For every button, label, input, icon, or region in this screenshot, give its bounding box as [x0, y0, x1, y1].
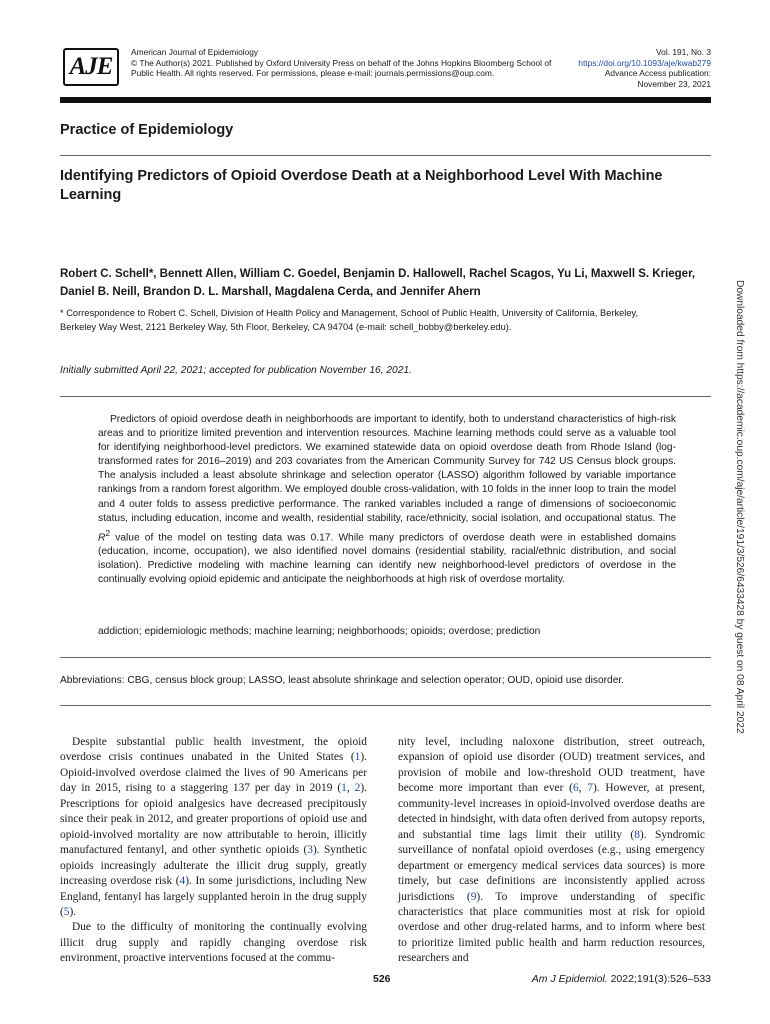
- advance-access-label: Advance Access publication:: [604, 68, 711, 78]
- correspondence-note: * Correspondence to Robert C. Schell, Division of Health Policy and Management, School of Public Health, University of California, Berkeley, Berkeley Way West, 2121 Berkeley Way, 5th Floor, Berkeley, CA 94704 (e-mail: schell_bobby@berkeley.edu).: [60, 308, 639, 332]
- body-paragraph: Due to the difficulty of monitoring the continually evolving illicit drug supply and rapidly changing overdose risk environment, proactive interventions focused at the commu-: [60, 921, 367, 965]
- body-column-right: [398, 735, 705, 967]
- r-squared-symbol: R: [98, 532, 106, 544]
- abstract-text: Predictors of opioid overdose death in neighborhoods are important to identify, both to understand characteristics of high-risk areas and to prioritize limited prevention and intervention resources. Machine learning methods could serve as a valuable tool for identifying neighborhood-level predictors. We examined statewide data on opioid overdose death from Rhode Island (log-transformed rates for 2016–2019) and 203 covariates from the American Community Survey for 742 US Census block groups. The analysis included a least absolute shrinkage and selection operator (LASSO) algorithm followed by variable importance rankings from a random forest algorithm. We employed double cross-validation, with 10 folds in the inner loop to train the model and 4 outer folds to assess predictive performance. The ranked variables included a range of dimensions of socioeconomic status, including education, income and wealth, residential stability, race/ethnicity, social isolation, and occupational status. The $R^2$ value of the model on testing data was 0.17. While many predictors of overdose death were in established domains (education, income, occupation), we also identified novel domains (residential stability, racial/ethnic distribution, and social isolation). Predictive modeling with machine learning can identify new neighborhood-level predictors of overdose in the continually evolving opioid epidemic and anticipate the neighborhoods at high risk of overdose mortality.: [98, 414, 676, 586]
- keywords: addiction; epidemiologic methods; machine learning; neighborhoods; opioids; overdose; prediction: [98, 626, 541, 637]
- reference-link[interactable]: 8: [634, 828, 640, 841]
- body-paragraph: Despite substantial public health investment, the opioid overdose crisis continues unabated in the United States (1). Opioid-involved overdose claimed the lives of 90 Americans per day in 2015, rising to a staggering 137 per day in 2019 (1, 2). Prescriptions for opioid analgesics have decreased precipitously since their peak in 2012, and greater proportions of opioid use and opioid-involved mortality are now attributable to heroin, illicitly manufactured fentanyl, and other synthetic opioids (3). Synthetic opioids increasingly adulterate the illicit drug supply, greatly increasing overdose risk (4). In some jurisdictions, including New England, fentanyl has largely supplanted heroin in the drug supply (5).: [60, 736, 367, 918]
- page-number: 526: [373, 973, 391, 985]
- reference-link[interactable]: 2: [354, 782, 361, 795]
- reference-link[interactable]: 1: [354, 751, 361, 764]
- body-column-left: [60, 735, 367, 967]
- header-rule: [60, 97, 711, 103]
- section-heading: Practice of Epidemiology: [60, 122, 234, 138]
- citation: [532, 973, 711, 985]
- journal-header: [131, 47, 561, 79]
- journal-logo: [63, 48, 119, 86]
- submission-dates: Initially submitted April 22, 2021; accepted for publication November 16, 2021.: [60, 365, 412, 376]
- author-list: Robert C. Schell*, Bennett Allen, William C. Goedel, Benjamin D. Hallowell, Rachel Scagos, Yu Li, Maxwell S. Krieger, Daniel B. Neill, Brandon D. L. Marshall, Magdalena Cerda, and Jennifer Ahern: [60, 268, 696, 298]
- article-title: Identifying Predictors of Opioid Overdose Death at a Neighborhood Level With Machine Learning: [60, 168, 663, 203]
- reference-link[interactable]: 4: [179, 875, 186, 888]
- keywords-rule: [60, 657, 711, 658]
- citation-details: 2022;191(3):526–533: [607, 973, 711, 985]
- reference-link[interactable]: 7: [587, 782, 593, 795]
- logo-text: AJE: [69, 53, 113, 80]
- journal-name: American Journal of Epidemiology: [131, 47, 259, 57]
- body-paragraph: nity level, including naloxone distribution, street outreach, expansion of opioid use disorder (OUD) treatment services, and provision of mobile and low-threshold OUD treatment, have become more important than ever (6, 7). However, at present, community-level increases in opioid-involved overdose deaths are detected in hindsight, with data often derived from autopsy reports, and substantial time lags limit their utility (8). Syndromic surveillance of nonfatal opioid overdoses (e.g., using emergency department or emergency medical services data sources) is more timely, but case definitions are inconsistently applied across jurisdictions (9). To improve understanding of specific characteristics that place communities most at risk for opioid overdose and other drug-related harms, and to inform where best to prioritize limited public health and harm reduction resources, researchers and: [398, 736, 705, 965]
- abstract-top-rule: [60, 396, 711, 397]
- reference-link[interactable]: 1: [341, 782, 347, 795]
- abbreviations: Abbreviations: CBG, census block group; LASSO, least absolute shrinkage and selection operator; OUD, opioid use disorder.: [60, 675, 625, 686]
- reference-link[interactable]: 6: [572, 782, 579, 795]
- reference-link[interactable]: 5: [63, 905, 70, 918]
- abstract: [98, 413, 676, 588]
- issue-info: [511, 47, 711, 89]
- r-squared-exponent: 2: [105, 527, 111, 538]
- abbreviations-rule: [60, 705, 711, 706]
- citation-journal: Am J Epidemiol.: [531, 973, 608, 985]
- copyright-notice: © The Author(s) 2021. Published by Oxford University Press on behalf of the Johns Hopkins Bloomberg School of Public Health. All rights reserved. For permissions, please e-mail: journals.permissions@oup.com.: [131, 57, 552, 78]
- doi-link[interactable]: https://doi.org/10.1093/aje/kwab279: [578, 57, 711, 68]
- volume-issue: Vol. 191, No. 3: [656, 47, 711, 57]
- advance-access-date: November 23, 2021: [637, 78, 711, 89]
- section-divider: [60, 155, 711, 156]
- reference-link[interactable]: 9: [470, 890, 477, 903]
- download-watermark: Downloaded from https://academic.oup.com/aje/article/191/3/526/6433428 by guest on 08 April 2022: [734, 280, 745, 734]
- reference-link[interactable]: 3: [307, 844, 313, 857]
